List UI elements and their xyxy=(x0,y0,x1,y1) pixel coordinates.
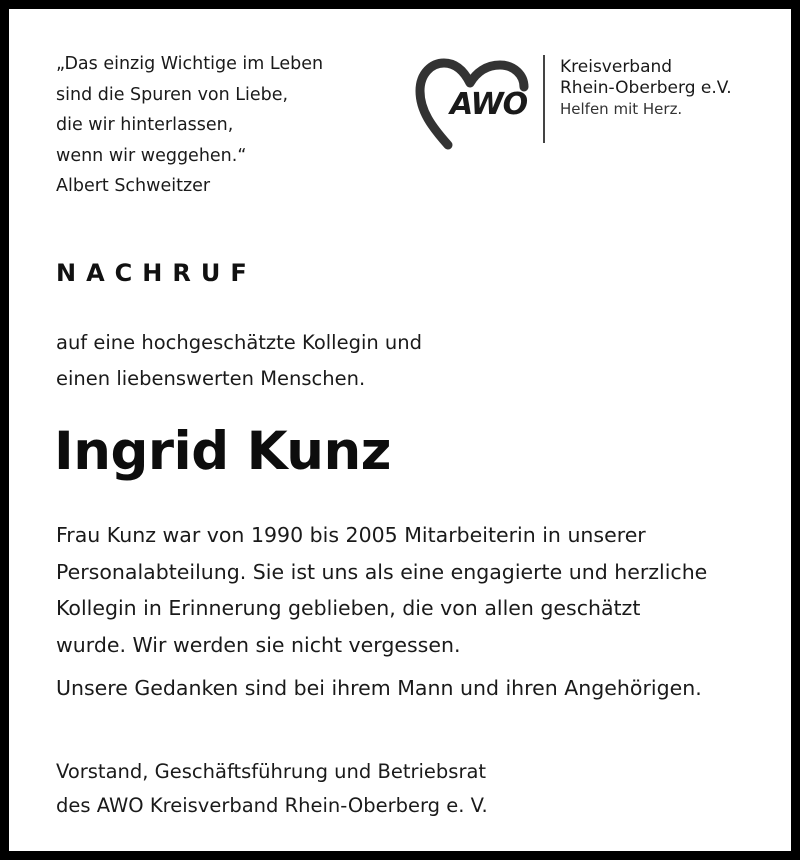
org-line-1: Kreisverband xyxy=(560,57,673,77)
signature-line-1: Vorstand, Geschäftsführung und Betriebsrat xyxy=(56,760,487,783)
signature-line-2: des AWO Kreisverband Rhein-Oberberg e. V. xyxy=(56,794,488,817)
page-title: NACHRUF xyxy=(56,259,257,287)
body-line: Frau Kunz war von 1990 bis 2005 Mitarbeiterin in unserer xyxy=(56,523,646,547)
quote-line: wenn wir weggehen.“ xyxy=(56,145,247,166)
quote-block xyxy=(56,49,323,202)
body-line: wurde. Wir werden sie nicht vergessen. xyxy=(56,632,461,657)
closing-line: Unsere Gedanken sind bei ihrem Mann und ihren Angehörigen. xyxy=(56,676,702,700)
intro-line-1: auf eine hochgeschätzte Kollegin und xyxy=(56,331,423,354)
org-line-2: Rhein-Oberberg e.V. xyxy=(560,78,732,98)
awo-brand-text: AWO xyxy=(450,87,528,122)
org-name-block xyxy=(560,57,732,120)
quote-line: sind die Spuren von Liebe, xyxy=(56,84,289,105)
intro-text xyxy=(56,325,422,397)
signature-block xyxy=(56,755,488,823)
quote-author: Albert Schweitzer xyxy=(56,176,211,196)
deceased-name: Ingrid Kunz xyxy=(54,421,392,482)
awo-logo xyxy=(414,53,774,153)
intro-line-2: einen liebenswerten Menschen. xyxy=(56,367,366,390)
quote-line: „Das einzig Wichtige im Leben xyxy=(56,54,324,74)
quote-line: die wir hinterlassen, xyxy=(56,115,234,135)
logo-divider xyxy=(543,55,545,143)
org-tagline: Helfen mit Herz. xyxy=(560,100,683,118)
body-line: Kollegin in Erinnerung geblieben, die von allen geschätzt xyxy=(56,596,641,620)
body-text xyxy=(56,517,707,707)
body-line: Personalabteilung. Sie ist uns als eine engagierte und herzliche xyxy=(56,559,708,584)
